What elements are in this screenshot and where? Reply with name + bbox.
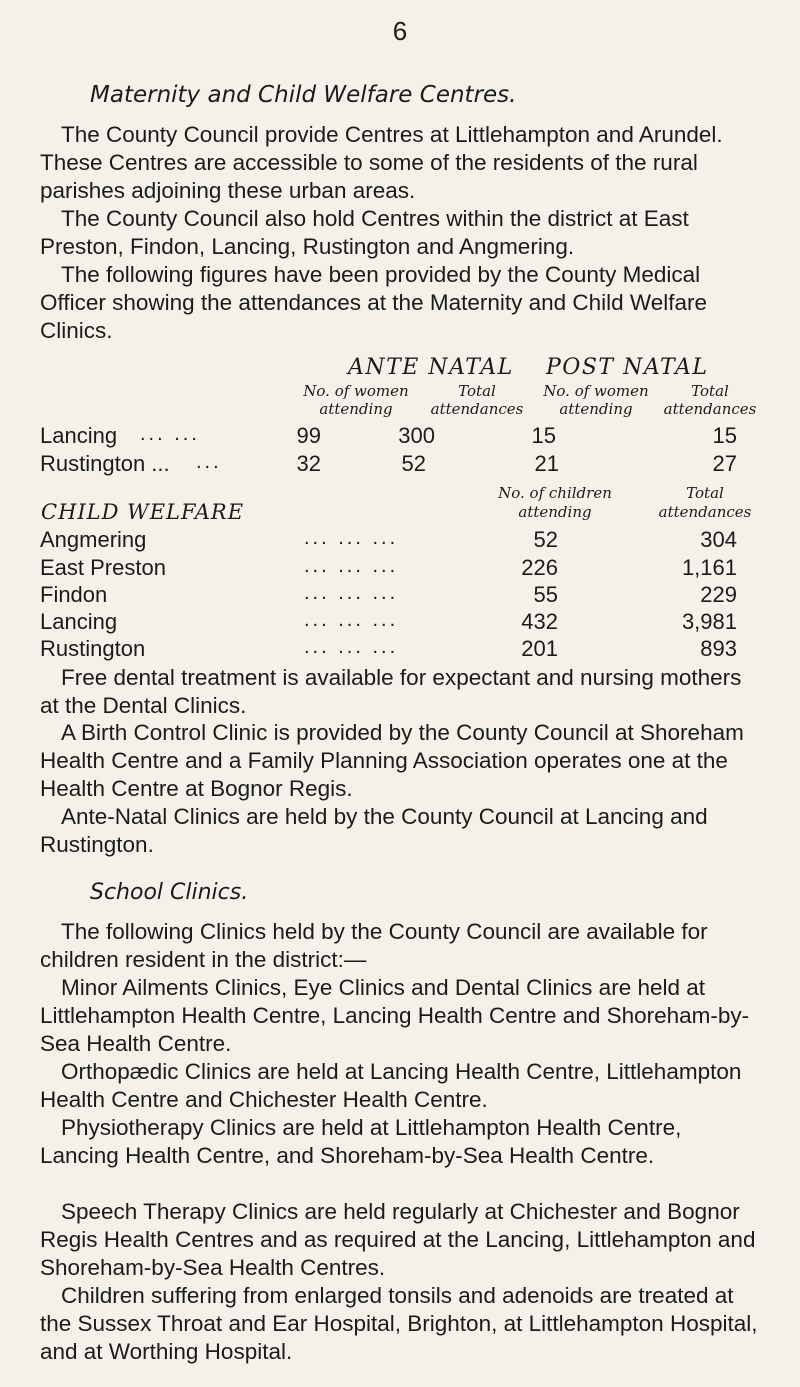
ante-total-value: 52	[401, 451, 426, 476]
paragraph-minor-ailments: Minor Ailments Clinics, Eye Clinics and Dental Clinics are held at Littlehampton Health Centre, Lancing Health Centre and Shoreham-by-Sea Health Centre.	[40, 975, 750, 1056]
row-name: East Preston	[40, 555, 166, 580]
paragraph-speech-therapy: Speech Therapy Clinics are held regularly at Chichester and Bognor Regis Health Centres and as required at the Lancing, Littlehampton and Shoreham-by-Sea Health Centres.	[40, 1199, 756, 1280]
paragraph-orthopaedic: Orthopædic Clinics are held at Lancing Health Centre, Littlehampton Health Centre and Chichester Health Centre.	[40, 1059, 742, 1112]
post-total-header-1: Total	[691, 382, 729, 400]
row-dots: ... ... ...	[304, 636, 399, 658]
post-women-header-1: No. of women	[543, 382, 649, 400]
row-name: Lancing	[40, 609, 118, 634]
children-header-2: attending	[518, 503, 592, 521]
section-title-school: School Clinics.	[90, 880, 249, 905]
ante-natal-heading: ANTE NATAL	[348, 355, 514, 380]
ante-women-value: 32	[296, 451, 321, 476]
row-dots: ...	[196, 451, 222, 473]
row-name: Angmering	[40, 527, 147, 552]
ante-women-value: 99	[296, 423, 321, 448]
paragraph-ante-natal: Ante-Natal Clinics are held by the County Council at Lancing and Rustington.	[40, 804, 708, 857]
row-dots: ... ... ...	[304, 582, 399, 604]
ante-women-header-2: attending	[319, 400, 393, 418]
row-name: Rustington	[40, 636, 146, 661]
row-dots: ... ...	[140, 423, 200, 445]
paragraph-centres: The County Council provide Centres at Littlehampton and Arundel. These Centres are accessible to some of the residents of the rural parishes adjoining these urban areas.	[40, 122, 723, 203]
row-name: Rustington ...	[40, 451, 170, 476]
post-total-value: 27	[712, 451, 737, 476]
post-total-value: 15	[712, 423, 737, 448]
ante-women-header-1: No. of women	[303, 382, 409, 400]
paragraph-physiotherapy: Physiotherapy Clinics are held at Littlehampton Health Centre, Lancing Health Centre, and Shoreham-by-Sea Health Centre.	[40, 1115, 682, 1168]
paragraph-dental: Free dental treatment is available for expectant and nursing mothers at the Dental Clinics.	[40, 665, 742, 718]
page-number: 6	[392, 16, 408, 46]
row-name: Findon	[40, 582, 108, 607]
total-value: 304	[700, 527, 737, 552]
table-row	[0, 636, 800, 662]
table-row	[0, 451, 800, 477]
row-dots: ... ... ...	[304, 527, 399, 549]
children-value: 432	[521, 609, 558, 634]
row-name: Lancing	[40, 423, 118, 448]
post-women-header-2: attending	[559, 400, 633, 418]
paragraph-figures: The following figures have been provided by the County Medical Officer showing the attendances at the Maternity and Child Welfare Clinics.	[40, 262, 708, 343]
ante-total-header-2: attendances	[430, 400, 524, 418]
children-value: 201	[521, 636, 558, 661]
post-women-value: 21	[534, 451, 559, 476]
row-dots: ... ... ...	[304, 609, 399, 631]
total-value: 1,161	[681, 555, 737, 580]
table-row	[0, 582, 800, 608]
children-value: 52	[533, 527, 558, 552]
post-women-value: 15	[531, 423, 556, 448]
row-dots: ... ... ...	[304, 555, 399, 577]
table-row	[0, 609, 800, 635]
total-value: 3,981	[681, 609, 737, 634]
children-header-1: No. of children	[498, 484, 612, 502]
total-value: 893	[700, 636, 737, 661]
children-value: 55	[533, 582, 558, 607]
paragraph-birth-control: A Birth Control Clinic is provided by the County Council at Shoreham Health Centre and a Family Planning Association operates one at the Health Centre at Bognor Regis.	[40, 720, 744, 801]
total-value: 229	[700, 582, 737, 607]
ante-total-value: 300	[398, 423, 435, 448]
cw-total-header-1: Total	[686, 484, 724, 502]
paragraph-county-centres: The County Council also hold Centres within the district at East Preston, Findon, Lancing, Rustington and Angmering.	[40, 206, 689, 259]
table-row	[0, 423, 800, 449]
children-value: 226	[521, 555, 558, 580]
ante-total-header-1: Total	[458, 382, 496, 400]
paragraph-school-intro: The following Clinics held by the County Council are available for children resident in the district:—	[40, 919, 708, 972]
post-total-header-2: attendances	[663, 400, 757, 418]
paragraph-tonsils: Children suffering from enlarged tonsils and adenoids are treated at the Sussex Throat and Ear Hospital, Brighton, at Littlehampton Hospital, and at Worthing Hospital.	[40, 1283, 758, 1364]
table-row	[0, 527, 800, 553]
table-row	[0, 555, 800, 581]
child-welfare-title: CHILD WELFARE	[41, 500, 245, 524]
post-natal-heading: POST NATAL	[546, 355, 709, 380]
cw-total-header-2: attendances	[658, 503, 752, 521]
section-title-maternity: Maternity and Child Welfare Centres.	[90, 82, 517, 108]
